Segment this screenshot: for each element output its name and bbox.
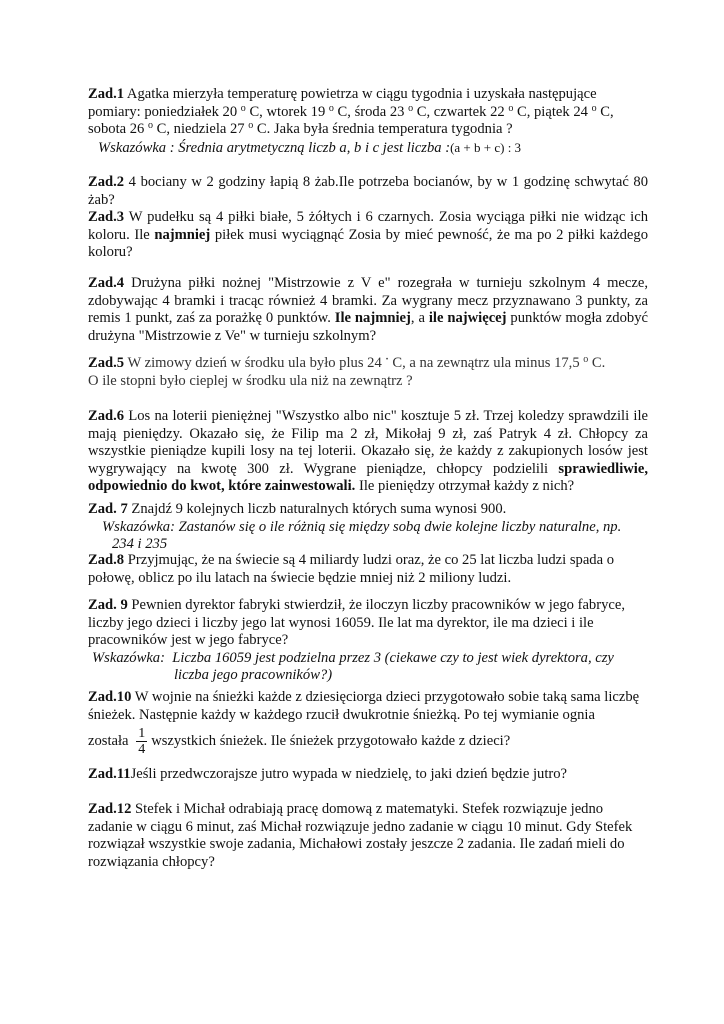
task-text: C, wtorek 19 — [245, 103, 329, 120]
task-text: Ile pieniędzy otrzymał każdy z nich? — [355, 478, 575, 494]
degree-dot: · — [385, 354, 389, 365]
task-text: C, a na zewnątrz ula minus 17,5 — [388, 355, 584, 371]
task-text: Agatka mierzyła temperaturę powietrza w ciągu tygodnia i uzyskała następujące — [124, 86, 597, 102]
task-label: Zad.2 — [88, 174, 125, 190]
hint-text: liczba jego pracowników?) — [174, 667, 333, 683]
degree-sign: o — [583, 354, 589, 365]
task-5 — [88, 355, 648, 390]
hint-text: Wskazówka : Średnia arytmetyczną liczb a, b i c jest liczba : — [98, 139, 451, 156]
fraction-numerator: 1 — [138, 726, 146, 741]
task-text: Drużyna piłki nożnej "Mistrzowie z V e" rozegrała w turnieju szkolnym 4 mecze, zdobywając 4 bramki i tracąc również 4 bramki. Za wygrany mecz przyznawano 3 punkty, za remis 1 punkt, zaś za porażkę 0 punktów. — [88, 275, 648, 326]
task-label: Zad.10 — [88, 689, 132, 705]
task-6 — [88, 408, 648, 496]
fraction-denominator: 4 — [138, 742, 146, 757]
task-text: O ile stopni było cieplej w środku ula niż na zewnątrz ? — [88, 372, 413, 389]
emphasis-text: Ile najmniej — [334, 310, 411, 326]
formula: (a + b + c) : 3 — [450, 139, 522, 155]
task-label: Zad.1 — [88, 86, 125, 102]
task-label: Zad.6 — [88, 408, 125, 424]
task-text: pomiary: poniedziałek 20 — [88, 103, 241, 120]
task-label: Zad. 9 — [88, 597, 128, 613]
degree-sign: o — [408, 102, 414, 114]
emphasis-text: najmniej — [154, 226, 211, 243]
task-text: Pewnien dyrektor fabryki stwierdził, że iloczyn liczby pracowników w jego fabryce, liczby jego dzieci i liczby jego lat wynosi 16059. Ile lat ma dyrektor, ile ma dzieci i ile pracowników jest w jego fabryce? — [88, 597, 625, 648]
task-label: Zad.4 — [88, 275, 125, 291]
task-text: Jeśli przedwczorajsze jutro wypada w niedzielę, to jaki dzień będzie jutro? — [130, 766, 568, 782]
task-text: W wojnie na śnieżki każde z dziesięciorga dzieci przygotowało sobie taką sama liczbę śnieżek. Następnie każdy w każdego rzucił dwukrotnie śnieżką. Po tej wymianie ognia — [88, 689, 640, 723]
task-text: punktów mogła zdobyć drużyna "Mistrzowie z Ve" w turnieju szkolnym? — [88, 310, 648, 344]
task-label: Zad.5 — [88, 355, 125, 371]
task-text: W zimowy dzień w środku ula było plus 24 — [124, 355, 386, 371]
hint-text: Wskazówka: Zastanów się o ile różnią się między sobą dwie kolejne liczby naturalne, np. — [102, 518, 622, 535]
degree-sign: o — [148, 120, 153, 131]
task-text: C. Jaka była średnia temperatura tygodnia ? — [253, 121, 513, 137]
task-label: Zad.12 — [88, 801, 132, 817]
task-7 — [88, 501, 648, 554]
task-text: wszystkich śnieżek. Ile śnieżek przygotowało każde z dzieci? — [151, 732, 511, 749]
task-text: Znajdź 9 kolejnych liczb naturalnych których suma wynosi 900. — [127, 501, 507, 517]
task-8 — [88, 552, 648, 587]
degree-sign: o — [240, 102, 246, 114]
task-text: C, niedziela 27 — [153, 121, 249, 137]
task-text: 4 bociany w 2 godziny łapią 8 żab.Ile potrzeba bocianów, by w 1 godzinę schwytać 80 żab? — [88, 174, 648, 208]
emphasis-text: sprawiedliwie, odpowiednio do kwot, które zainwestowali. — [88, 460, 648, 494]
task-text: została — [88, 732, 129, 749]
task-text: Przyjmując, że na świecie są 4 miliardy ludzi oraz, że co 25 lat liczba ludzi spada o połowę, oblicz po ilu latach na świecie będzie mniej niż 2 miliony ludzi. — [88, 552, 615, 586]
task-9 — [88, 597, 648, 685]
task-1 — [88, 86, 648, 157]
task-4 — [88, 275, 648, 345]
task-text: , a — [410, 310, 429, 326]
task-text: C. — [588, 355, 606, 371]
hint-text: Liczba 16059 jest podzielna przez 3 (ciekawe czy to jest wiek dyrektora, czy — [172, 649, 614, 666]
task-2 — [88, 174, 648, 209]
task-3 — [88, 209, 648, 262]
hint-text: 234 i 235 — [112, 536, 168, 552]
task-text: Los na loterii pieniężnej "Wszystko albo nic" kosztuje 5 zł. Trzej koledzy sprawdzili ile mają pieniędzy. Okazało się, że Filip ma 2 zł, Mikołaj 9 zł, zaś Patryk 4 zł. Chłopcy za wszystkie pieniądze kupili losy na tej loterii. Okazało się, że każdy z zakupionych losów jest wygrywający na kwotę 300 zł. Wygrane pieniądze, chłopcy podzielili — [88, 408, 648, 477]
task-label: Zad.8 — [88, 552, 125, 568]
task-text: piłek musi wyciągnąć Zosia by mieć pewność, że ma po 2 piłki każdego koloru? — [88, 226, 648, 260]
task-label: Zad. 7 — [88, 501, 128, 517]
hint-label: Wskazówka: — [92, 649, 165, 666]
emphasis-text: ile najwięcej — [428, 310, 507, 326]
task-text: C, piątek 24 — [513, 103, 592, 120]
task-text: C, środa 23 — [333, 103, 409, 120]
degree-sign: o — [591, 102, 597, 114]
task-10 — [88, 689, 648, 757]
degree-sign: o — [328, 102, 334, 114]
task-text: W pudełku są 4 piłki białe, 5 żółtych i 6 czarnych. Zosia wyciąga piłki nie widząc ich koloru. Ile — [88, 209, 648, 243]
task-12 — [88, 801, 648, 871]
task-text: Stefek i Michał odrabiają pracę domową z matematyki. Stefek rozwiązuje jedno zadanie w ciągu 6 minut, zaś Michał rozwiązuje jedno zadanie w ciągu 10 minut. Gdy Stefek rozwiązał wszystkie swoje zadania, Michałowi zostały jeszcze 2 zadania. Ile zadań mieli do rozwiązania chłopcy? — [88, 801, 633, 870]
degree-sign: o — [248, 120, 254, 131]
task-text: C, — [596, 103, 614, 120]
degree-sign: o — [508, 102, 514, 114]
task-text: sobota 26 — [88, 121, 148, 137]
task-label: Zad.3 — [88, 209, 125, 225]
task-text: C, czwartek 22 — [413, 103, 509, 120]
task-label: Zad.11 — [88, 766, 131, 782]
task-11 — [88, 766, 648, 784]
fraction — [136, 726, 147, 757]
